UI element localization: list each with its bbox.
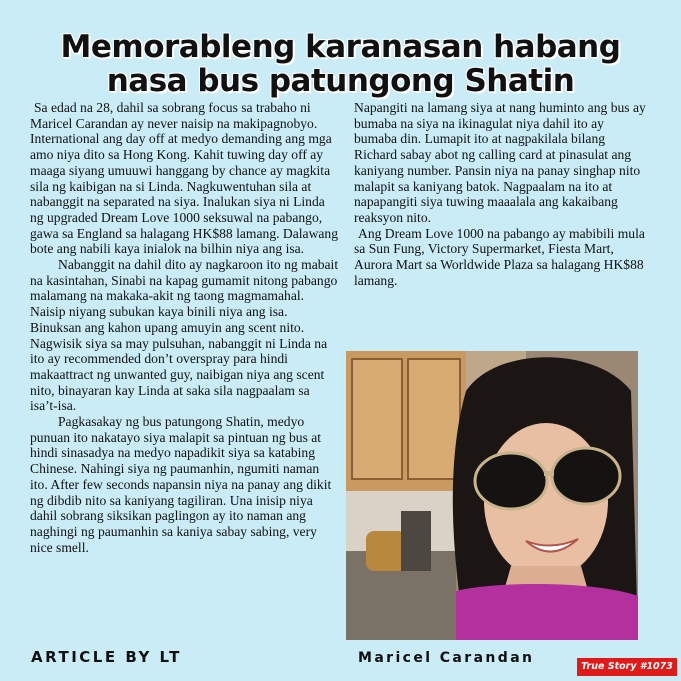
paragraph: Napangiti na lamang siya at nang huminto ang bus ay bumaba na siya na ikinagulat niya dahil ito ay bumaba din. Lumapit ito at nagpakilala bilang Richard sabay abot ng calling card at pinasulat ang kaniyang number. Pansin niya na panay singhap nito malapit sa kaniyang batok. Nagpaalam na ito at napapangiti siya tuwing maaalala ang kakaibang reaksyon nito. (354, 100, 646, 225)
paragraph: Sa edad na 28, dahil sa sobrang focus sa trabaho ni Maricel Carandan ay never naisip na makipagnobyo. International ang day off at medyo demanding ang mga amo niya dito sa Hong Kong. Kahit tuwing day off ay maaga siyang umuuwi hanggang by chance ay magkita sila ng kaibigan na si Linda. Nagkuwentuhan sila at nabanggit na separated na siya. Inalukan siya ni Linda ng upgraded Dream Love 1000 seksuwal na pabango, gawa sa England sa halagang HK$88 lamang. Dalawang bote ang nabili kaya inialok na bilhin niya ang isa. (30, 100, 339, 257)
article-right-column (354, 100, 646, 288)
headline-line-2: nasa bus patungong Shatin (106, 63, 575, 99)
headline (0, 30, 681, 98)
paragraph: Nabanggit na dahil dito ay nagkaroon ito ng mabait na kasintahan, Sinabi na kapag gumamit nitong pabango malamang na makaka-akit ng taong magmamahal. Naisip niyang subukan kaya binili niya ang isa. Binuksan ang kahon upang amuyin ang scent nito. Nagwisik siya sa may pulsuhan, nabanggit ni Linda na ito ay recommended don’t overspray para hindi makaattract ng unwanted guy, naibigan niya ang scent nito, binayaran kay Linda at saka sila nagpaalam sa isa’t-isa. (30, 257, 339, 414)
portrait-photo (346, 351, 638, 640)
photo-caption: Maricel Carandan (358, 650, 535, 666)
article-left-column (30, 100, 340, 555)
byline: ARTICLE BY LT (31, 648, 182, 666)
headline-line-1: Memorableng karanasan habang (60, 29, 621, 65)
paragraph: Pagkasakay ng bus patungong Shatin, medyo punuan ito nakatayo siya malapit sa pintuan ng bus at hindi sinasadya na medyo napadikit siya sa katabing Chinese. Nahingi siya ng paumanhin, ngumiti naman ito. After few seconds napansin niya na panay ang dikit ng dibdib nito sa kaniyang tagiliran. Una inisip niya dahil sobrang siksikan paglingon ay ito naman ang naghingi ng paumanhin sa kaniya sabay sabing, very nice smell. (30, 414, 332, 555)
true-story-badge: True Story #1073 (577, 658, 677, 676)
paragraph: Ang Dream Love 1000 na pabango ay mabibili mula sa Sun Fung, Victory Supermarket, Fiesta Mart, Aurora Mart sa Worldwide Plaza sa halagang HK$88 lamang. (354, 225, 645, 288)
